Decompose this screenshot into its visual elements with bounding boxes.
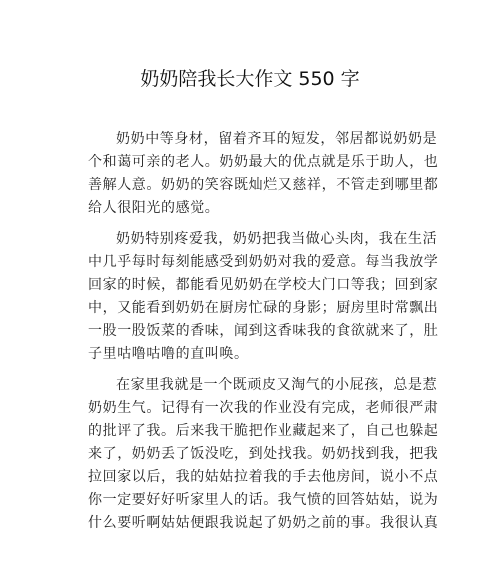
document-title: 奶奶陪我长大作文 550 字: [140, 68, 360, 90]
text-line: 个和蔼可亲的老人。奶奶最大的优点就是乐于助人，也: [88, 154, 439, 170]
text-line: 你一定要好好听家里人的话。我气愤的回答姑姑，说为: [88, 492, 439, 508]
text-line: 奶奶特别疼爱我，奶奶把我当做心头肉，我在生活: [116, 231, 438, 247]
paragraph-1: [88, 128, 439, 220]
text-line: 中，又能看到奶奶在厨房忙碌的身影；厨房里时常飘出: [88, 300, 439, 316]
document-body: [88, 128, 439, 543]
text-line: 奶奶中等身材，留着齐耳的短发，邻居都说奶奶是: [116, 131, 438, 147]
paragraph-3: [88, 374, 439, 535]
text-line: 的批评了我。后来我干脆把作业藏起来了，自己也躲起: [88, 423, 439, 439]
text-line: 什么要听啊姑姑便跟我说起了奶奶之前的事。我很认真: [88, 515, 439, 531]
text-line: 善解人意。奶奶的笑容既灿烂又慈祥，不管走到哪里都: [88, 177, 439, 193]
text-line: 中几乎每时每刻能感受到奶奶对我的爱意。每当我放学: [88, 254, 439, 270]
text-line: 子里咕噜咕噜的直叫唤。: [88, 346, 249, 362]
text-line: 在家里我就是一个既顽皮又淘气的小屁孩，总是惹: [116, 377, 438, 393]
text-line: 拉回家以后，我的姑姑拉着我的手去他房间，说小不点: [88, 469, 439, 485]
text-line: 来了，奶奶丢了饭没吃，到处找我。奶奶找到我，把我: [88, 446, 439, 462]
text-line: 一股一股饭菜的香味，闻到这香味我的食欲就来了，肚: [88, 323, 439, 339]
text-line: 给人很阳光的感觉。: [88, 200, 220, 216]
text-line: 奶奶生气。记得有一次我的作业没有完成，老师很严肃: [88, 400, 439, 416]
paragraph-2: [88, 228, 439, 366]
text-line: 回家的时候，都能看见奶奶在学校大门口等我；回到家: [88, 277, 439, 293]
